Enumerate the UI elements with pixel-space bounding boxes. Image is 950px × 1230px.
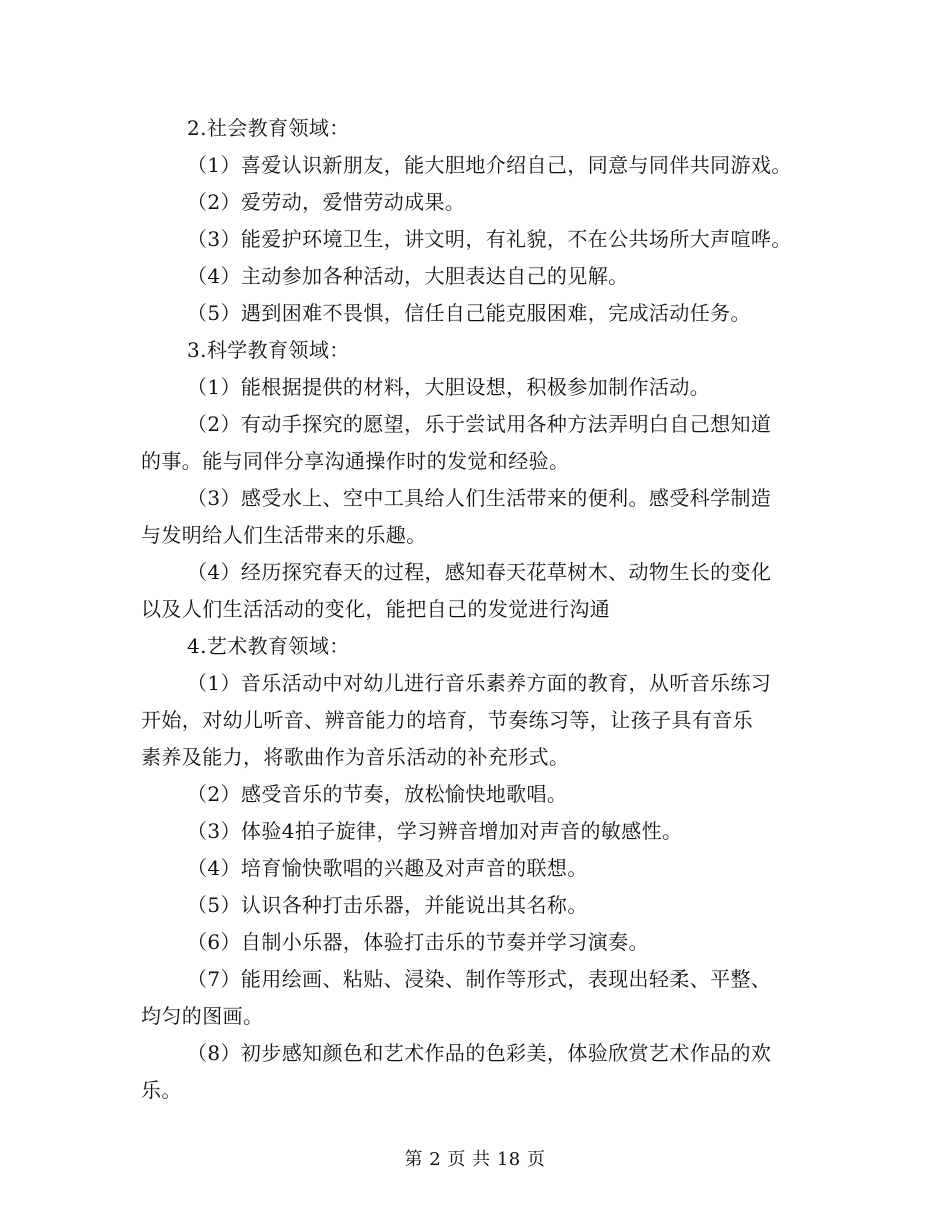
text-line: 开始，对幼儿听音、辨音能力的培育，节奏练习等，让孩子具有音乐 — [141, 708, 753, 732]
text-line: （3）能爱护环境卫生，讲文明，有礼貌，不在公共场所大声喧哗。 — [187, 227, 792, 251]
text-line: （2）爱劳动，爱惜劳动成果。 — [187, 190, 466, 214]
text-line: （1）能根据提供的材料，大胆设想，积极参加制作活动。 — [187, 375, 711, 399]
text-line: 3.科学教育领域： — [187, 338, 350, 362]
text-line: （1）音乐活动中对幼儿进行音乐素养方面的教育，从听音乐练习 — [187, 671, 772, 695]
text-line: （4）经历探究春天的过程，感知春天花草树木、动物生长的变化 — [187, 560, 772, 584]
text-line: 以及人们生活活动的变化，能把自己的发觉进行沟通 — [141, 597, 611, 621]
text-line: （1）喜爱认识新朋友，能大胆地介绍自己，同意与同伴共同游戏。 — [187, 153, 792, 177]
text-line: （4）培育愉快歌唱的兴趣及对声音的联想。 — [187, 856, 588, 880]
text-line: 与发明给人们生活带来的乐趣。 — [141, 523, 427, 547]
text-line: 乐。 — [141, 1078, 182, 1102]
text-line: （8）初步感知颜色和艺术作品的色彩美，体验欣赏艺术作品的欢 — [187, 1041, 772, 1065]
document-body — [141, 110, 831, 1109]
text-line: （5）遇到困难不畏惧，信任自己能克服困难，完成活动任务。 — [187, 301, 751, 325]
text-line: 4.艺术教育领域： — [187, 634, 350, 658]
text-line: （2）有动手探究的愿望，乐于尝试用各种方法弄明白自己想知道 — [187, 412, 772, 436]
text-line: （3）感受水上、空中工具给人们生活带来的便利。感受科学制造 — [187, 486, 772, 510]
text-line: （5）认识各种打击乐器，并能说出其名称。 — [187, 893, 588, 917]
text-line: （4）主动参加各种活动，大胆表达自己的见解。 — [187, 264, 629, 288]
text-line: 均匀的图画。 — [141, 1004, 264, 1028]
text-line: （2）感受音乐的节奏，放松愉快地歌唱。 — [187, 782, 568, 806]
text-line: 2.社会教育领域： — [187, 116, 350, 140]
text-line: 素养及能力，将歌曲作为音乐活动的补充形式。 — [141, 745, 570, 769]
text-line: 的事。能与同伴分享沟通操作时的发觉和经验。 — [141, 449, 570, 473]
text-line: （7）能用绘画、粘贴、浸染、制作等形式，表现出轻柔、平整、 — [187, 967, 772, 991]
page-footer: 第 2 页 共 18 页 — [404, 1149, 546, 1170]
text-line: （3）体验4拍子旋律，学习辨音增加对声音的敏感性。 — [187, 819, 683, 843]
text-line: （6）自制小乐器，体验打击乐的节奏并学习演奏。 — [187, 930, 649, 954]
